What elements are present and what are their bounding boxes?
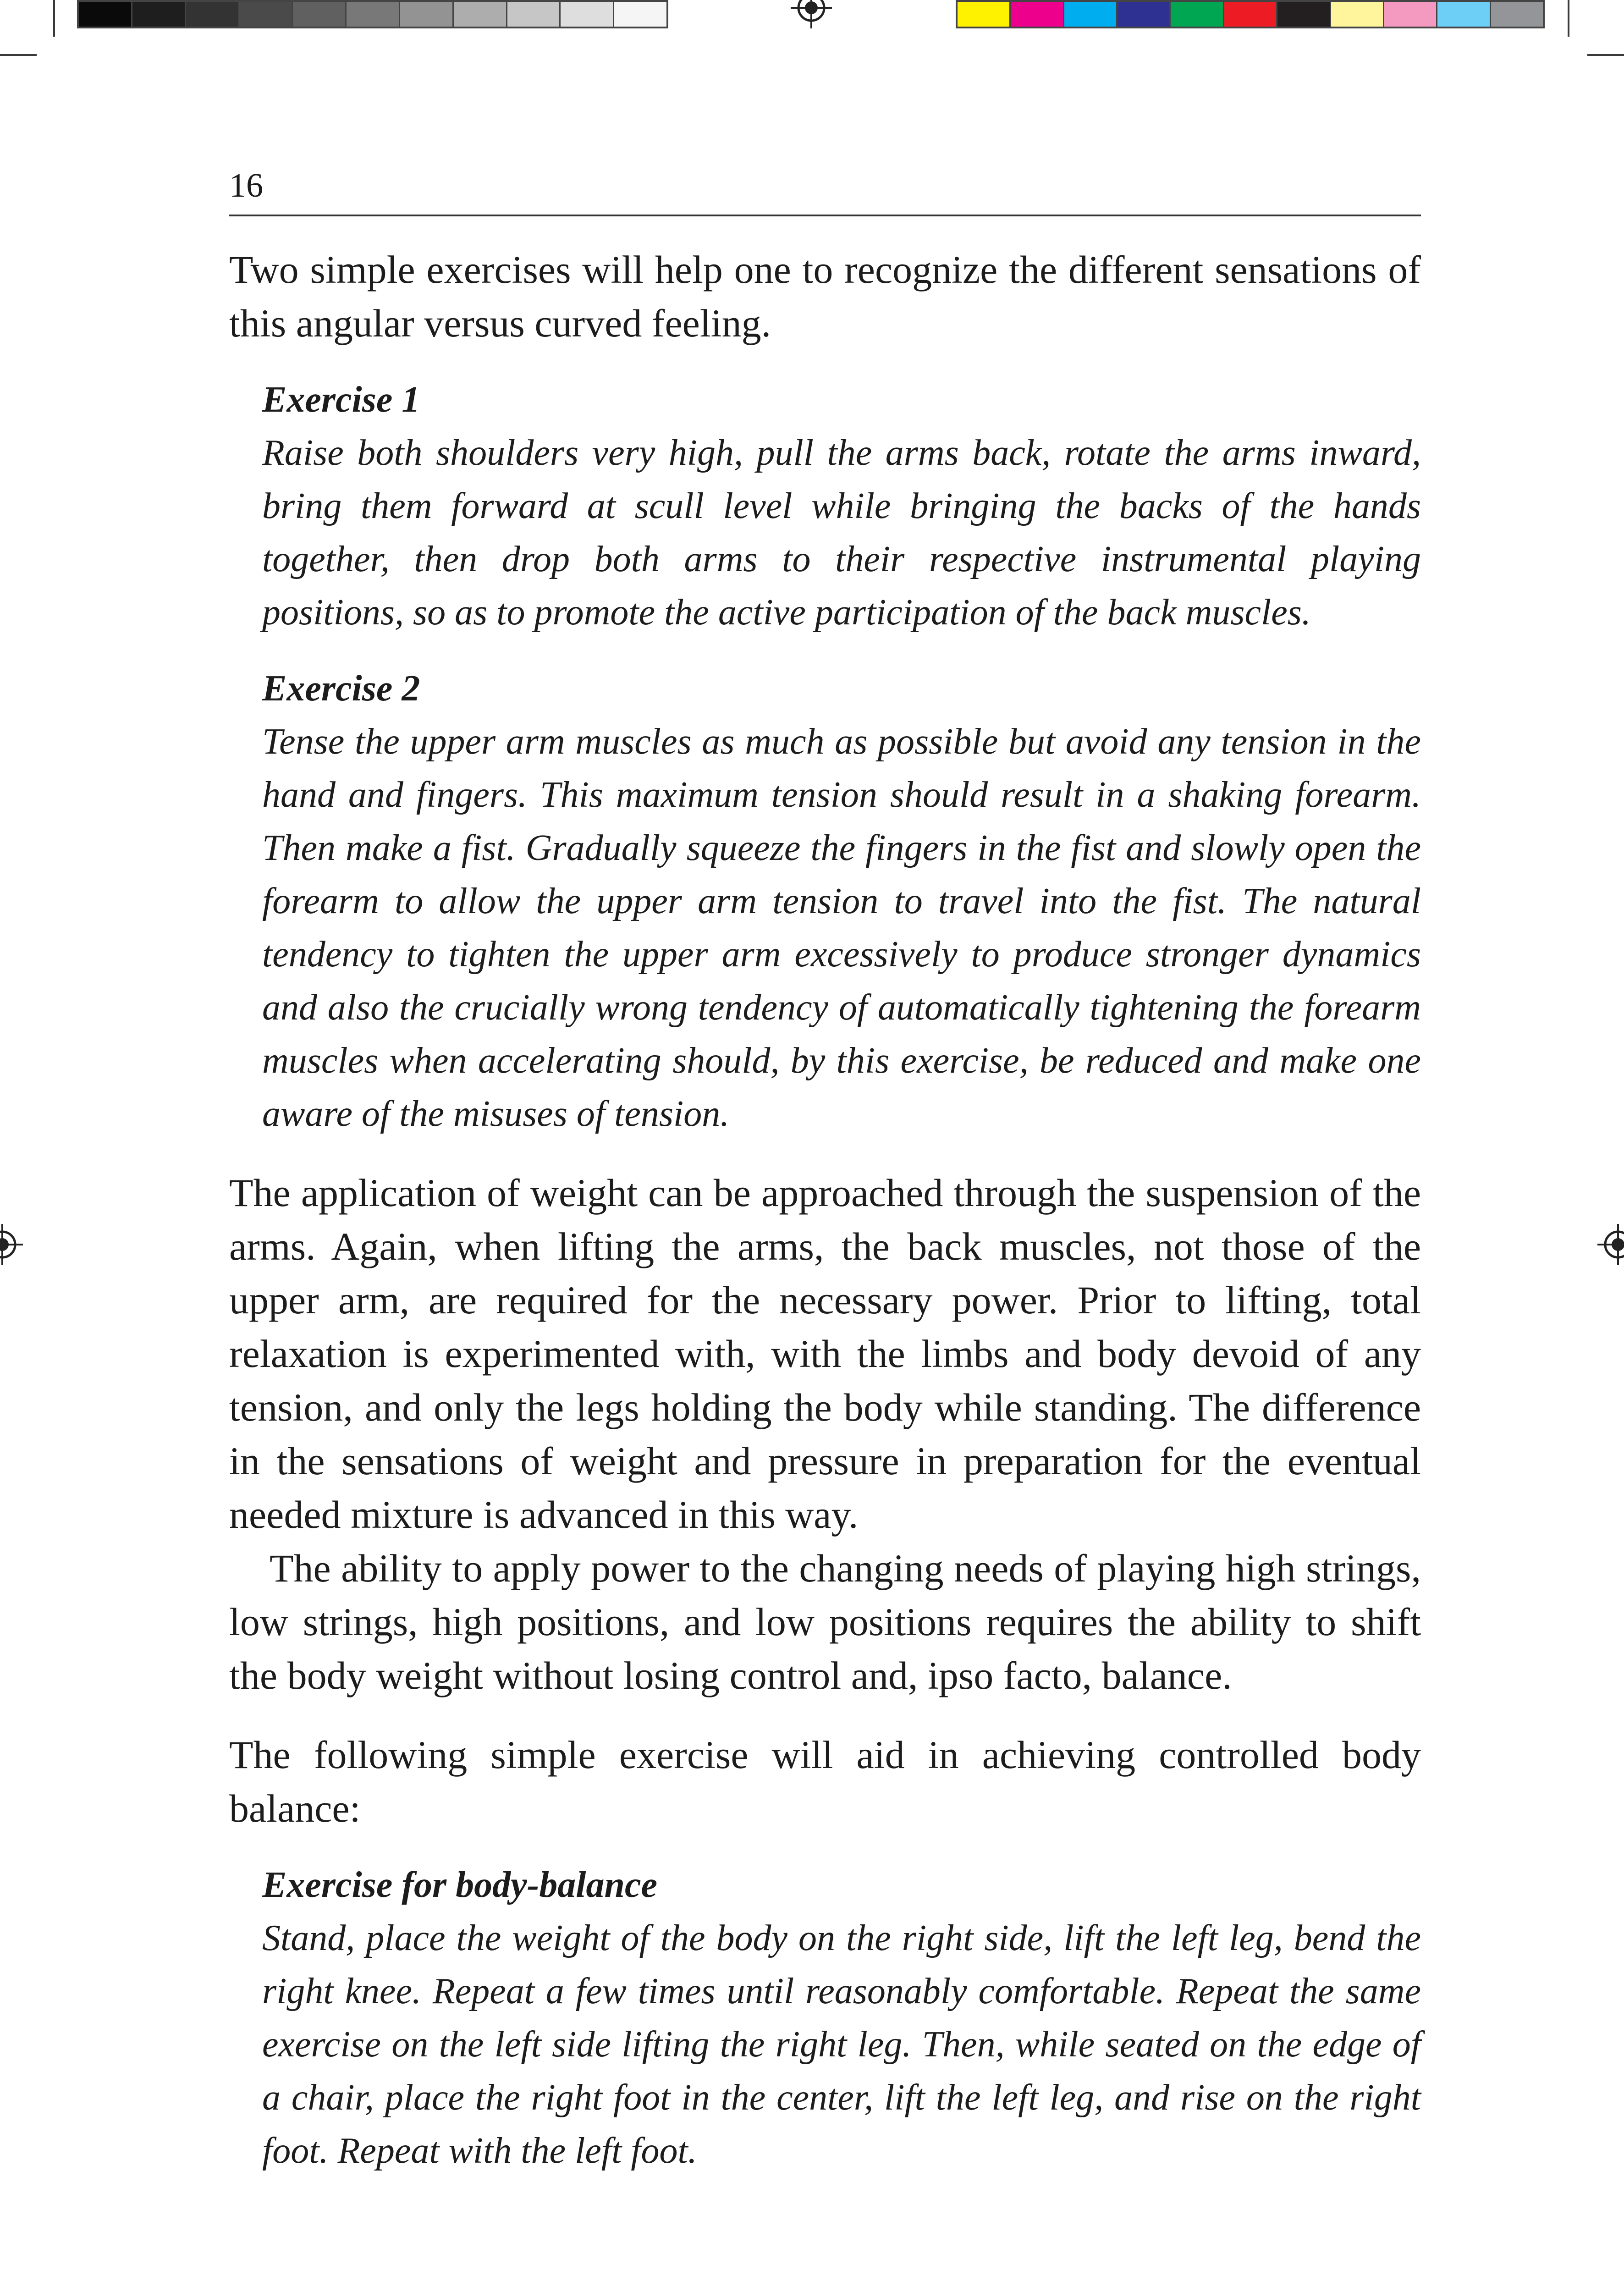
registration-mark-left-icon [0, 1224, 23, 1265]
power-paragraph: The ability to apply power to the changing needs of playing high strings, low strings, high positions, and low positions requires the ability to shift the body weight without losing control and, ipso facto, balance. [229, 1546, 1421, 1697]
intro-paragraph: Two simple exercises will help one to recognize the different sensations of this angular versus curved feeling. [229, 248, 1421, 345]
grayscale-patch-4 [238, 2, 292, 27]
crop-mark-top-right-horizontal [1587, 54, 1624, 56]
weight-paragraph: The application of weight can be approached through the suspension of the arms. Again, when lifting the arms, the back muscles, not those of the upper arm, are required for the necessary power. Prior to lifting, total relaxation is experimented with, with the limbs and body devoid of any tension, and only the legs holding the body while standing. The difference in the sensations of weight and pressure in preparation for the eventual needed mixture is advanced in this way. [229, 1171, 1421, 1537]
process-color-patch-2 [1009, 2, 1062, 27]
process-color-bar [956, 0, 1545, 28]
grayscale-patch-6 [345, 2, 399, 27]
process-color-patch-9 [1383, 2, 1436, 27]
grayscale-patch-11 [613, 2, 666, 27]
grayscale-patch-2 [131, 2, 185, 27]
grayscale-patch-9 [506, 2, 560, 27]
process-color-patch-4 [1116, 2, 1169, 27]
exercise-body-balance [262, 1858, 1421, 2177]
process-color-patch-1 [958, 2, 1009, 27]
exercise-2-title: Exercise 2 [262, 668, 420, 709]
grayscale-patch-5 [292, 2, 345, 27]
exercise-2-body: Tense the upper arm muscles as much as possible but avoid any tension in the hand and fingers. This maximum tension should result in a shaking forearm. Then make a fist. Gradually squeeze the fingers in the fist and slowly open the forearm to allow the upper arm tension to travel into the fist. The natural tendency to tighten the upper arm excessively to produce stronger dynamics and also the crucially wrong tendency of automatically tightening the forearm muscles when accelerating should, by this exercise, be reduced and make one aware of the misuses of tension. [262, 722, 1421, 1134]
header-rule [229, 215, 1421, 216]
grayscale-patch-10 [559, 2, 613, 27]
registration-mark-right-icon [1597, 1224, 1624, 1265]
process-color-patch-6 [1223, 2, 1276, 27]
grayscale-patch-3 [185, 2, 238, 27]
exercise-1-body: Raise both shoulders very high, pull the arms back, rotate the arms inward, bring them forward at scull level while bringing the backs of the hands together, then drop both arms to their respective instrumental playing positions, so as to promote the active participation of the back muscles. [262, 433, 1421, 633]
grayscale-patch-7 [399, 2, 452, 27]
exercise-1 [262, 373, 1421, 639]
crop-mark-top-left-vertical [53, 0, 55, 37]
process-color-patch-10 [1436, 2, 1489, 27]
exercise-1-title: Exercise 1 [262, 380, 420, 420]
grayscale-patch-1 [79, 2, 131, 27]
page-number: 16 [229, 167, 263, 204]
grayscale-color-bar [77, 0, 668, 28]
balance-intro-paragraph: The following simple exercise will aid in achieving controlled body balance: [229, 1733, 1421, 1830]
exercise-2 [262, 662, 1421, 1140]
process-color-patch-8 [1330, 2, 1383, 27]
process-color-patch-7 [1276, 2, 1329, 27]
crop-mark-top-right-vertical [1568, 0, 1569, 37]
process-color-patch-11 [1490, 2, 1543, 27]
process-color-patch-3 [1063, 2, 1116, 27]
exercise-body-balance-body: Stand, place the weight of the body on the right side, lift the left leg, bend the right knee. Repeat a few times until reasonably comfortable. Repeat the same exercise on the left side lifting the right leg. Then, while seated on the edge of a chair, place the right foot in the center, lift the left leg, and rise on the right foot. Repeat with the left foot. [262, 1918, 1421, 2171]
process-color-patch-5 [1169, 2, 1222, 27]
crop-mark-top-left-horizontal [0, 54, 37, 56]
grayscale-patch-8 [452, 2, 506, 27]
registration-mark-top-icon [791, 0, 832, 28]
page-body [229, 243, 1421, 2177]
exercise-body-balance-title: Exercise for body-balance [262, 1865, 658, 1905]
